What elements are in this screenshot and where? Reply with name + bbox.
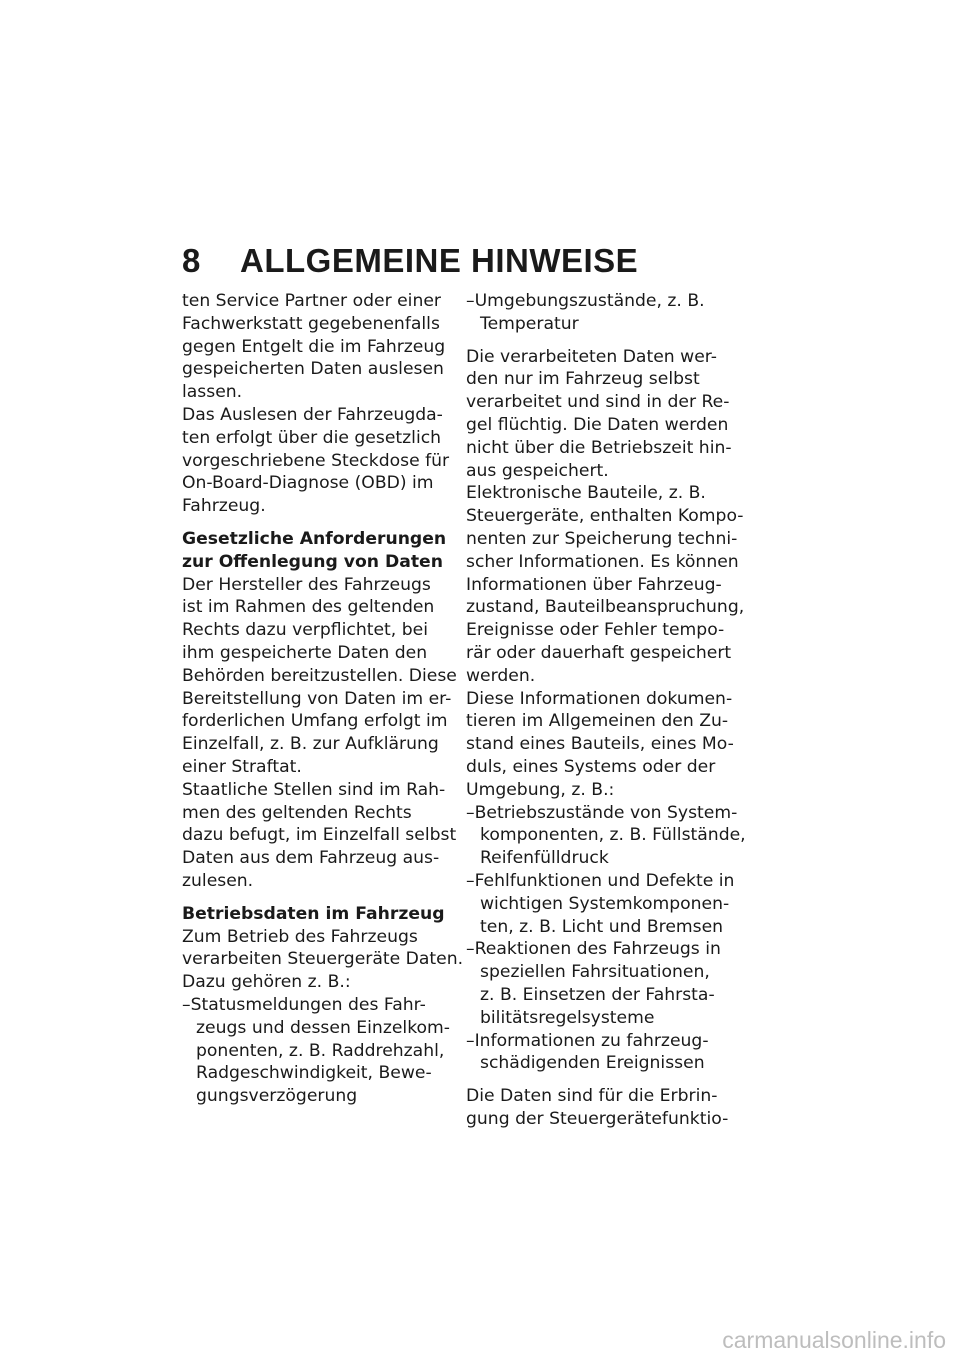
- text-line: ten erfolgt über die gesetzlich: [182, 427, 442, 448]
- text-line: forderlichen Umfang erfolgt im: [182, 711, 448, 732]
- text-line: gegen Entgelt die im Fahrzeug: [182, 336, 446, 357]
- list-item: –Informationen zu fahrzeug-: [466, 1030, 709, 1051]
- list-item-continuation: zeugs und dessen Einzelkom-: [196, 1017, 451, 1038]
- list-item: –Reaktionen des Fahrzeugs in: [466, 939, 721, 960]
- paragraph: [182, 290, 454, 404]
- text-line: On-Board-Diagnose (OBD) im: [182, 473, 434, 494]
- list-item-continuation: komponenten, z. B. Füllstände,: [480, 825, 746, 846]
- text-line: ist im Rahmen des geltenden: [182, 597, 435, 618]
- text-line: Behörden bereitzustellen. Diese: [182, 665, 457, 686]
- paragraph: [182, 926, 464, 994]
- chapter-number: 8: [182, 242, 201, 279]
- paragraph: [182, 779, 457, 893]
- paragraph: [466, 1085, 744, 1131]
- list-item-continuation: bilitätsregelsysteme: [480, 1007, 655, 1028]
- text-line: Rechts dazu verpflichtet, bei: [182, 620, 428, 641]
- text-line: Elektronische Bauteile, z. B.: [466, 483, 706, 504]
- paragraph: [466, 482, 744, 687]
- list-item-continuation: wichtigen Systemkomponen-: [480, 893, 730, 914]
- text-line: Zum Betrieb des Fahrzeugs: [182, 926, 418, 947]
- list-item: –Statusmeldungen des Fahr-: [182, 994, 426, 1015]
- text-line: rär oder dauerhaft gespeichert: [466, 642, 732, 663]
- list-item: –Fehlfunktionen und Defekte in: [466, 870, 735, 891]
- heading-line: Betriebsdaten im Fahrzeug: [182, 903, 445, 924]
- paragraph: [182, 404, 454, 518]
- list-item-continuation: schädigenden Ereignissen: [480, 1053, 705, 1074]
- bullet-list: [466, 802, 744, 1076]
- section-heading: [182, 528, 454, 574]
- text-line: Der Hersteller des Fahrzeugs: [182, 574, 431, 595]
- text-line: verarbeitet und sind in der Re-: [466, 392, 730, 413]
- chapter-heading: [182, 242, 638, 280]
- text-line: Steuergeräte, enthalten Kompo-: [466, 506, 744, 527]
- text-line: Die Daten sind für die Erbrin-: [466, 1086, 718, 1107]
- list-item-continuation: Temperatur: [480, 313, 579, 334]
- paragraph: [182, 574, 457, 779]
- text-line: den nur im Fahrzeug selbst: [466, 369, 700, 390]
- text-line: Bereitstellung von Daten im er-: [182, 688, 452, 709]
- text-line: lassen.: [182, 382, 243, 403]
- text-line: gung der Steuergerätefunktio-: [466, 1108, 729, 1129]
- bullet-list: [466, 290, 744, 336]
- list-item-continuation: Reifenfülldruck: [480, 848, 609, 869]
- text-line: werden.: [466, 665, 536, 686]
- text-line: tieren im Allgemeinen den Zu-: [466, 711, 729, 732]
- right-column: [466, 290, 744, 1131]
- text-line: Staatliche Stellen sind im Rah-: [182, 779, 446, 800]
- text-line: Die verarbeiteten Daten wer-: [466, 346, 717, 367]
- text-line: aus gespeichert.: [466, 460, 609, 481]
- heading-line: Gesetzliche Anforderungen: [182, 528, 447, 549]
- list-item-continuation: z. B. Einsetzen der Fahrsta-: [480, 984, 715, 1005]
- text-line: scher Informationen. Es können: [466, 551, 739, 572]
- text-line: Fachwerkstatt gegebenenfalls: [182, 313, 440, 334]
- text-line: nicht über die Betriebszeit hin-: [466, 437, 732, 458]
- left-column: [182, 290, 464, 1108]
- list-item-continuation: gungsverzögerung: [196, 1086, 358, 1107]
- heading-line: zur Offenlegung von Daten: [182, 551, 443, 572]
- list-item: –Betriebszustände von System-: [466, 802, 738, 823]
- list-item: –Umgebungszustände, z. B.: [466, 291, 705, 311]
- paragraph: [466, 688, 744, 802]
- text-line: ihm gespeicherte Daten den: [182, 642, 428, 663]
- text-line: verarbeiten Steuergeräte Daten.: [182, 949, 464, 970]
- text-line: duls, eines Systems oder der: [466, 756, 716, 777]
- paragraph: [466, 346, 744, 483]
- list-item-continuation: speziellen Fahrsituationen,: [480, 962, 710, 983]
- text-line: zulesen.: [182, 870, 254, 891]
- chapter-title: ALLGEMEINE HINWEISE: [240, 242, 639, 279]
- list-item-continuation: Radgeschwindigkeit, Bewe-: [196, 1063, 432, 1084]
- text-line: Fahrzeug.: [182, 496, 266, 517]
- text-line: zustand, Bauteilbeanspruchung,: [466, 597, 745, 618]
- text-line: men des geltenden Rechts: [182, 802, 412, 823]
- text-line: Diese Informationen dokumen-: [466, 688, 733, 709]
- bullet-list: [182, 994, 454, 1108]
- list-item-continuation: ponenten, z. B. Raddrehzahl,: [196, 1040, 445, 1061]
- text-line: stand eines Bauteils, eines Mo-: [466, 734, 734, 755]
- text-line: Das Auslesen der Fahrzeugda-: [182, 404, 443, 425]
- text-line: vorgeschriebene Steckdose für: [182, 450, 450, 471]
- text-line: Umgebung, z. B.:: [466, 779, 615, 800]
- section-heading: [182, 903, 454, 926]
- text-line: einer Straftat.: [182, 756, 302, 777]
- text-line: nenten zur Speicherung techni-: [466, 528, 738, 549]
- list-item-continuation: ten, z. B. Licht und Bremsen: [480, 916, 724, 937]
- text-line: dazu befugt, im Einzelfall selbst: [182, 825, 457, 846]
- watermark: carmanualsonline.info: [722, 1327, 946, 1353]
- text-line: ten Service Partner oder einer: [182, 291, 441, 311]
- text-line: gel flüchtig. Die Daten werden: [466, 414, 729, 435]
- text-line: Ereignisse oder Fehler tempo-: [466, 620, 725, 641]
- text-line: Daten aus dem Fahrzeug aus-: [182, 848, 440, 869]
- text-line: Dazu gehören z. B.:: [182, 972, 351, 993]
- text-line: Einzelfall, z. B. zur Aufklärung: [182, 734, 439, 755]
- text-line: Informationen über Fahrzeug-: [466, 574, 722, 595]
- text-line: gespeicherten Daten auslesen: [182, 359, 444, 380]
